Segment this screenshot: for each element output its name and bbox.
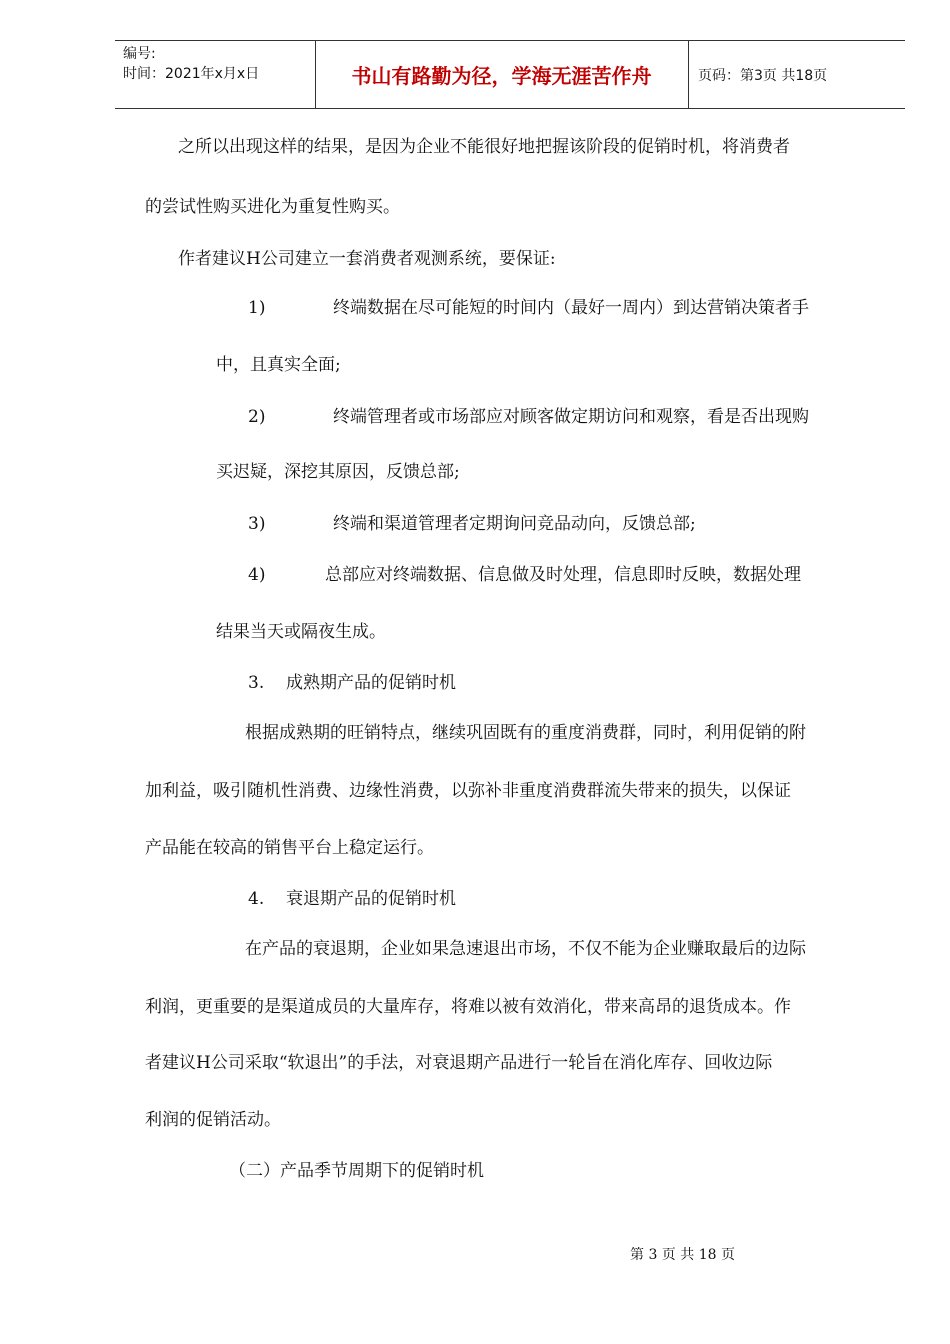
header-meta-cell xyxy=(115,41,316,108)
paragraph-line: 利润，更重要的是渠道成员的大量库存，将难以被有效消化，带来高昂的退货成本。作 xyxy=(145,997,791,1017)
paragraph-line: 产品能在较高的销售平台上稳定运行。 xyxy=(145,838,434,858)
paragraph-line: 作者建议H公司建立一套消费者观测系统，要保证: xyxy=(178,249,556,269)
date-label: 时间：2021年x月x日 xyxy=(123,66,260,82)
section-heading: 成熟期产品的促销时机 xyxy=(286,673,456,693)
list-item-line: 终端管理者或市场部应对顾客做定期访问和观察，看是否出现购 xyxy=(333,407,809,427)
header-motto-cell xyxy=(315,41,689,108)
list-number: 1) xyxy=(248,298,266,318)
motto-text: 书山有路勤为径，学海无涯苦作舟 xyxy=(351,64,652,88)
list-number: 3) xyxy=(248,514,266,534)
paragraph-line: 加利益，吸引随机性消费、边缘性消费，以弥补非重度消费群流失带来的损失，以保证 xyxy=(145,781,791,801)
list-number: 2) xyxy=(248,407,266,427)
page-header xyxy=(115,40,905,109)
list-item-line: 买迟疑，深挖其原因，反馈总部; xyxy=(216,462,460,482)
list-number: 4) xyxy=(248,565,266,585)
page-footer: 第 3 页 共 18 页 xyxy=(630,1247,735,1263)
list-item-line: 终端和渠道管理者定期询问竞品动向，反馈总部; xyxy=(333,514,696,534)
section-heading: 衰退期产品的促销时机 xyxy=(286,889,456,909)
list-item-line: 中，且真实全面; xyxy=(216,355,341,375)
paragraph-line: 根据成熟期的旺销特点，继续巩固既有的重度消费群，同时，利用促销的附 xyxy=(245,723,806,743)
page-indicator: 页码：第3页 共18页 xyxy=(698,67,828,84)
section-number: 4. xyxy=(248,889,265,909)
paragraph-line: 利润的促销活动。 xyxy=(145,1110,281,1130)
paragraph-line: 的尝试性购买进化为重复性购买。 xyxy=(145,197,400,217)
paragraph-line: 者建议H公司采取“软退出”的手法，对衰退期产品进行一轮旨在消化库存、回收边际 xyxy=(145,1053,773,1073)
serial-number-label: 编号: xyxy=(123,46,156,62)
list-item-line: 终端数据在尽可能短的时间内（最好一周内）到达营销决策者手 xyxy=(333,298,809,318)
paragraph-line: 之所以出现这样的结果，是因为企业不能很好地把握该阶段的促销时机，将消费者 xyxy=(178,137,790,157)
paragraph-line: 在产品的衰退期，企业如果急速退出市场，不仅不能为企业赚取最后的边际 xyxy=(245,939,806,959)
list-item-line: 总部应对终端数据、信息做及时处理，信息即时反映，数据处理 xyxy=(325,565,801,585)
subsection-heading: （二）产品季节周期下的促销时机 xyxy=(229,1161,484,1181)
header-page-cell xyxy=(688,41,905,108)
section-number: 3. xyxy=(248,673,265,693)
list-item-line: 结果当天或隔夜生成。 xyxy=(216,622,386,642)
